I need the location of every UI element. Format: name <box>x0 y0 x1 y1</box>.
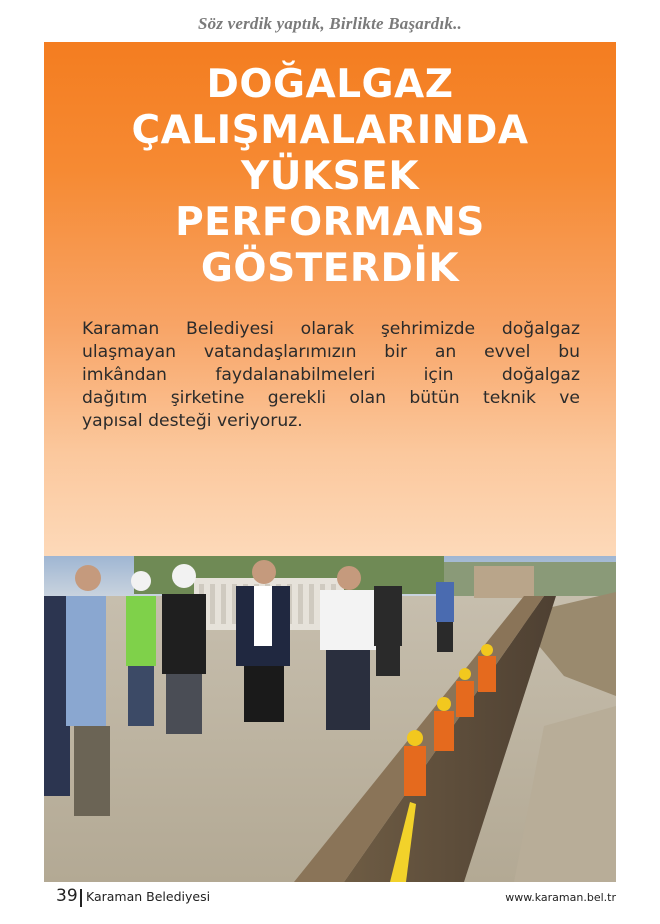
footer-divider <box>80 889 82 907</box>
headline <box>44 62 616 292</box>
page-footer <box>44 886 616 910</box>
publication-name: Karaman Belediyesi <box>86 889 211 904</box>
headline-line: ÇALIŞMALARINDA <box>131 108 529 153</box>
body-line: yapısal desteği veriyoruz. <box>82 411 303 431</box>
body-line: ulaşmayan vatandaşlarımızın bir an evvel bu <box>82 342 580 362</box>
body-line: imkândan faydalanabilmeleri için doğalgaz <box>82 365 580 385</box>
tagline: Söz verdik yaptık, Birlikte Başardık.. <box>197 14 463 33</box>
headline-line: YÜKSEK <box>240 154 420 199</box>
headline-line: PERFORMANS <box>175 200 485 245</box>
website-link[interactable]: www.karaman.bel.tr <box>505 891 616 904</box>
body-paragraph <box>82 318 580 433</box>
body-line: dağıtım şirketine gerekli olan bütün teknik ve <box>82 388 580 408</box>
orange-headline-panel <box>44 42 616 556</box>
page-number: 39 <box>56 886 78 906</box>
headline-line: DOĞALGAZ <box>206 62 454 107</box>
construction-site-photo <box>44 556 616 882</box>
body-line: Karaman Belediyesi olarak şehrimizde doğalgaz <box>82 319 580 339</box>
headline-line: GÖSTERDİK <box>200 246 460 291</box>
